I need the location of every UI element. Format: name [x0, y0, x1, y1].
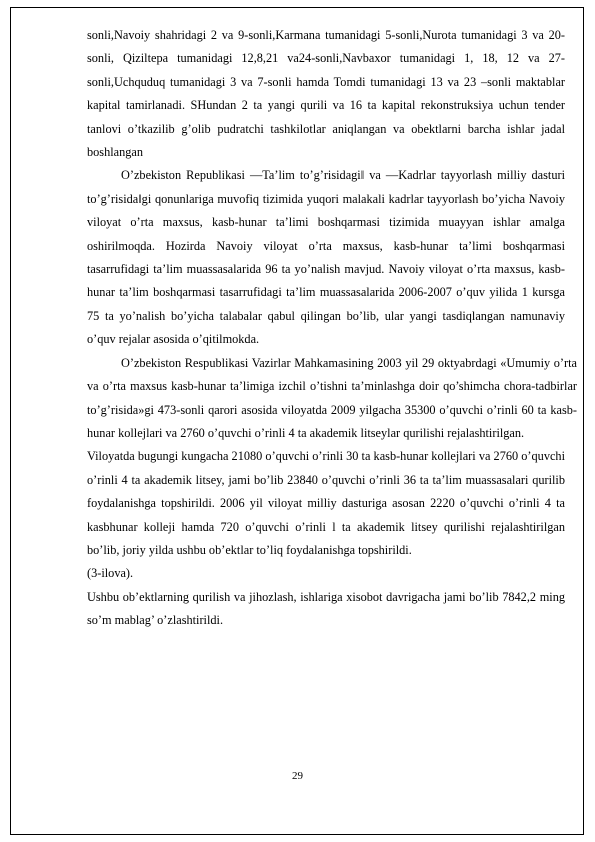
paragraph-cabinet-resolution: O’zbekiston Respublikasi Vazirlar Mahkamasining 2003 yil 29 oktyabrdagi «Umumiy o’rta va o’rta maxsus kasb-hunar ta’limiga izchil o’tishni ta’minlashga doir qo’shimcha chora-tadbirlar to’g’risida»gi 473-sonli qarori asosida viloyatda 2009 yilgacha 35300 o’quvchi o’rinli 60 ta kasb-hunar kollejlari va 2760 o’quvchi o’rinli 4 ta akademik litseylar qurilishi rejalashtirilgan. — [87, 355, 577, 440]
appendix-reference: (3-ilova). — [87, 566, 134, 581]
document-body — [87, 24, 577, 633]
paragraph-funding: Ushbu ob’ektlarning qurilish va jihozlash, ishlariga xisobot davrigacha jami bo’lib 7842,2 ming so’m mablag’ o’zlashtirildi. — [87, 589, 565, 628]
page-number: 29 — [292, 770, 303, 782]
paragraph-education-law: O’zbekiston Republikasi ―Ta’lim to’g’risidagi‖ va ―Kadrlar tayyorlash milliy dasturi to’g’risida‖gi qonunlariga muvofiq tizimida yuqori malakali kadrlar tayyorlash bo’yicha Navoiy viloyat o’rta maxsus, kasb-hunar ta’limi boshqarmasi tizimida muayyan ishlar amalga oshirilmoqda. Hozirda Navoiy viloyat o’rta maxsus, kasb-hunar ta’limi boshqarmasi tasarrufidagi ta’lim muassasalarida 96 ta yo’nalish mavjud. Navoiy viloyat o’rta maxsus, kasb-hunar ta’lim boshqarmasi tasarrufidagi ta’lim muassasalarida 2006-2007 o’quv yilida 1 kursga 75 ta yo’nalish bo’yicha talabalar qabul qilingan bo’lib, ular yangi tasdiqlangan namunaviy o’quv rejalar asosida o’qitilmokda. — [87, 168, 565, 347]
paragraph-colleges-built: Viloyatda bugungi kungacha 21080 o’quvchi o’rinli 30 ta kasb-hunar kollejlari va 2760 o’quvchi o’rinli 4 ta akademik litsey, jami bo’lib 23840 o’quvchi o’rinli 36 ta ta’lim muassasalari qurilib foydalanishga topshirildi. 2006 yil viloyat milliy dasturiga asosan 2220 o’quvchi o’rinli 4 ta kasbhunar kolleji hamda 720 o’quvchi o’rinli l ta akademik litsey qurilishi rejalashtirilgan bo’lib, joriy yilda ushbu ob’ektlar to’liq foydalanishga topshirildi. — [87, 449, 565, 557]
paragraph-school-repairs: sonli,Navoiy shahridagi 2 va 9-sonli,Karmana tumanidagi 5-sonli,Nurota tumanidagi 3 va 20-sonli, Qiziltepa tumanidagi 12,8,21 va24-sonli,Navbaxor tumanidagi 1, 18, 12 va 27-sonli,Uchquduq tumanidagi 3 va 7-sonli hamda Tomdi tumanidagi 13 va 23 –sonli maktablar kapital tamirlanadi. SHundan 2 ta yangi qurili va 16 ta kapital rekonstruksiya uchun tender tanlovi o’tkazilib g’olib pudratchi tashkilotlar aniqlangan va obektlarni barcha ishlar jadal boshlangan — [87, 28, 565, 160]
